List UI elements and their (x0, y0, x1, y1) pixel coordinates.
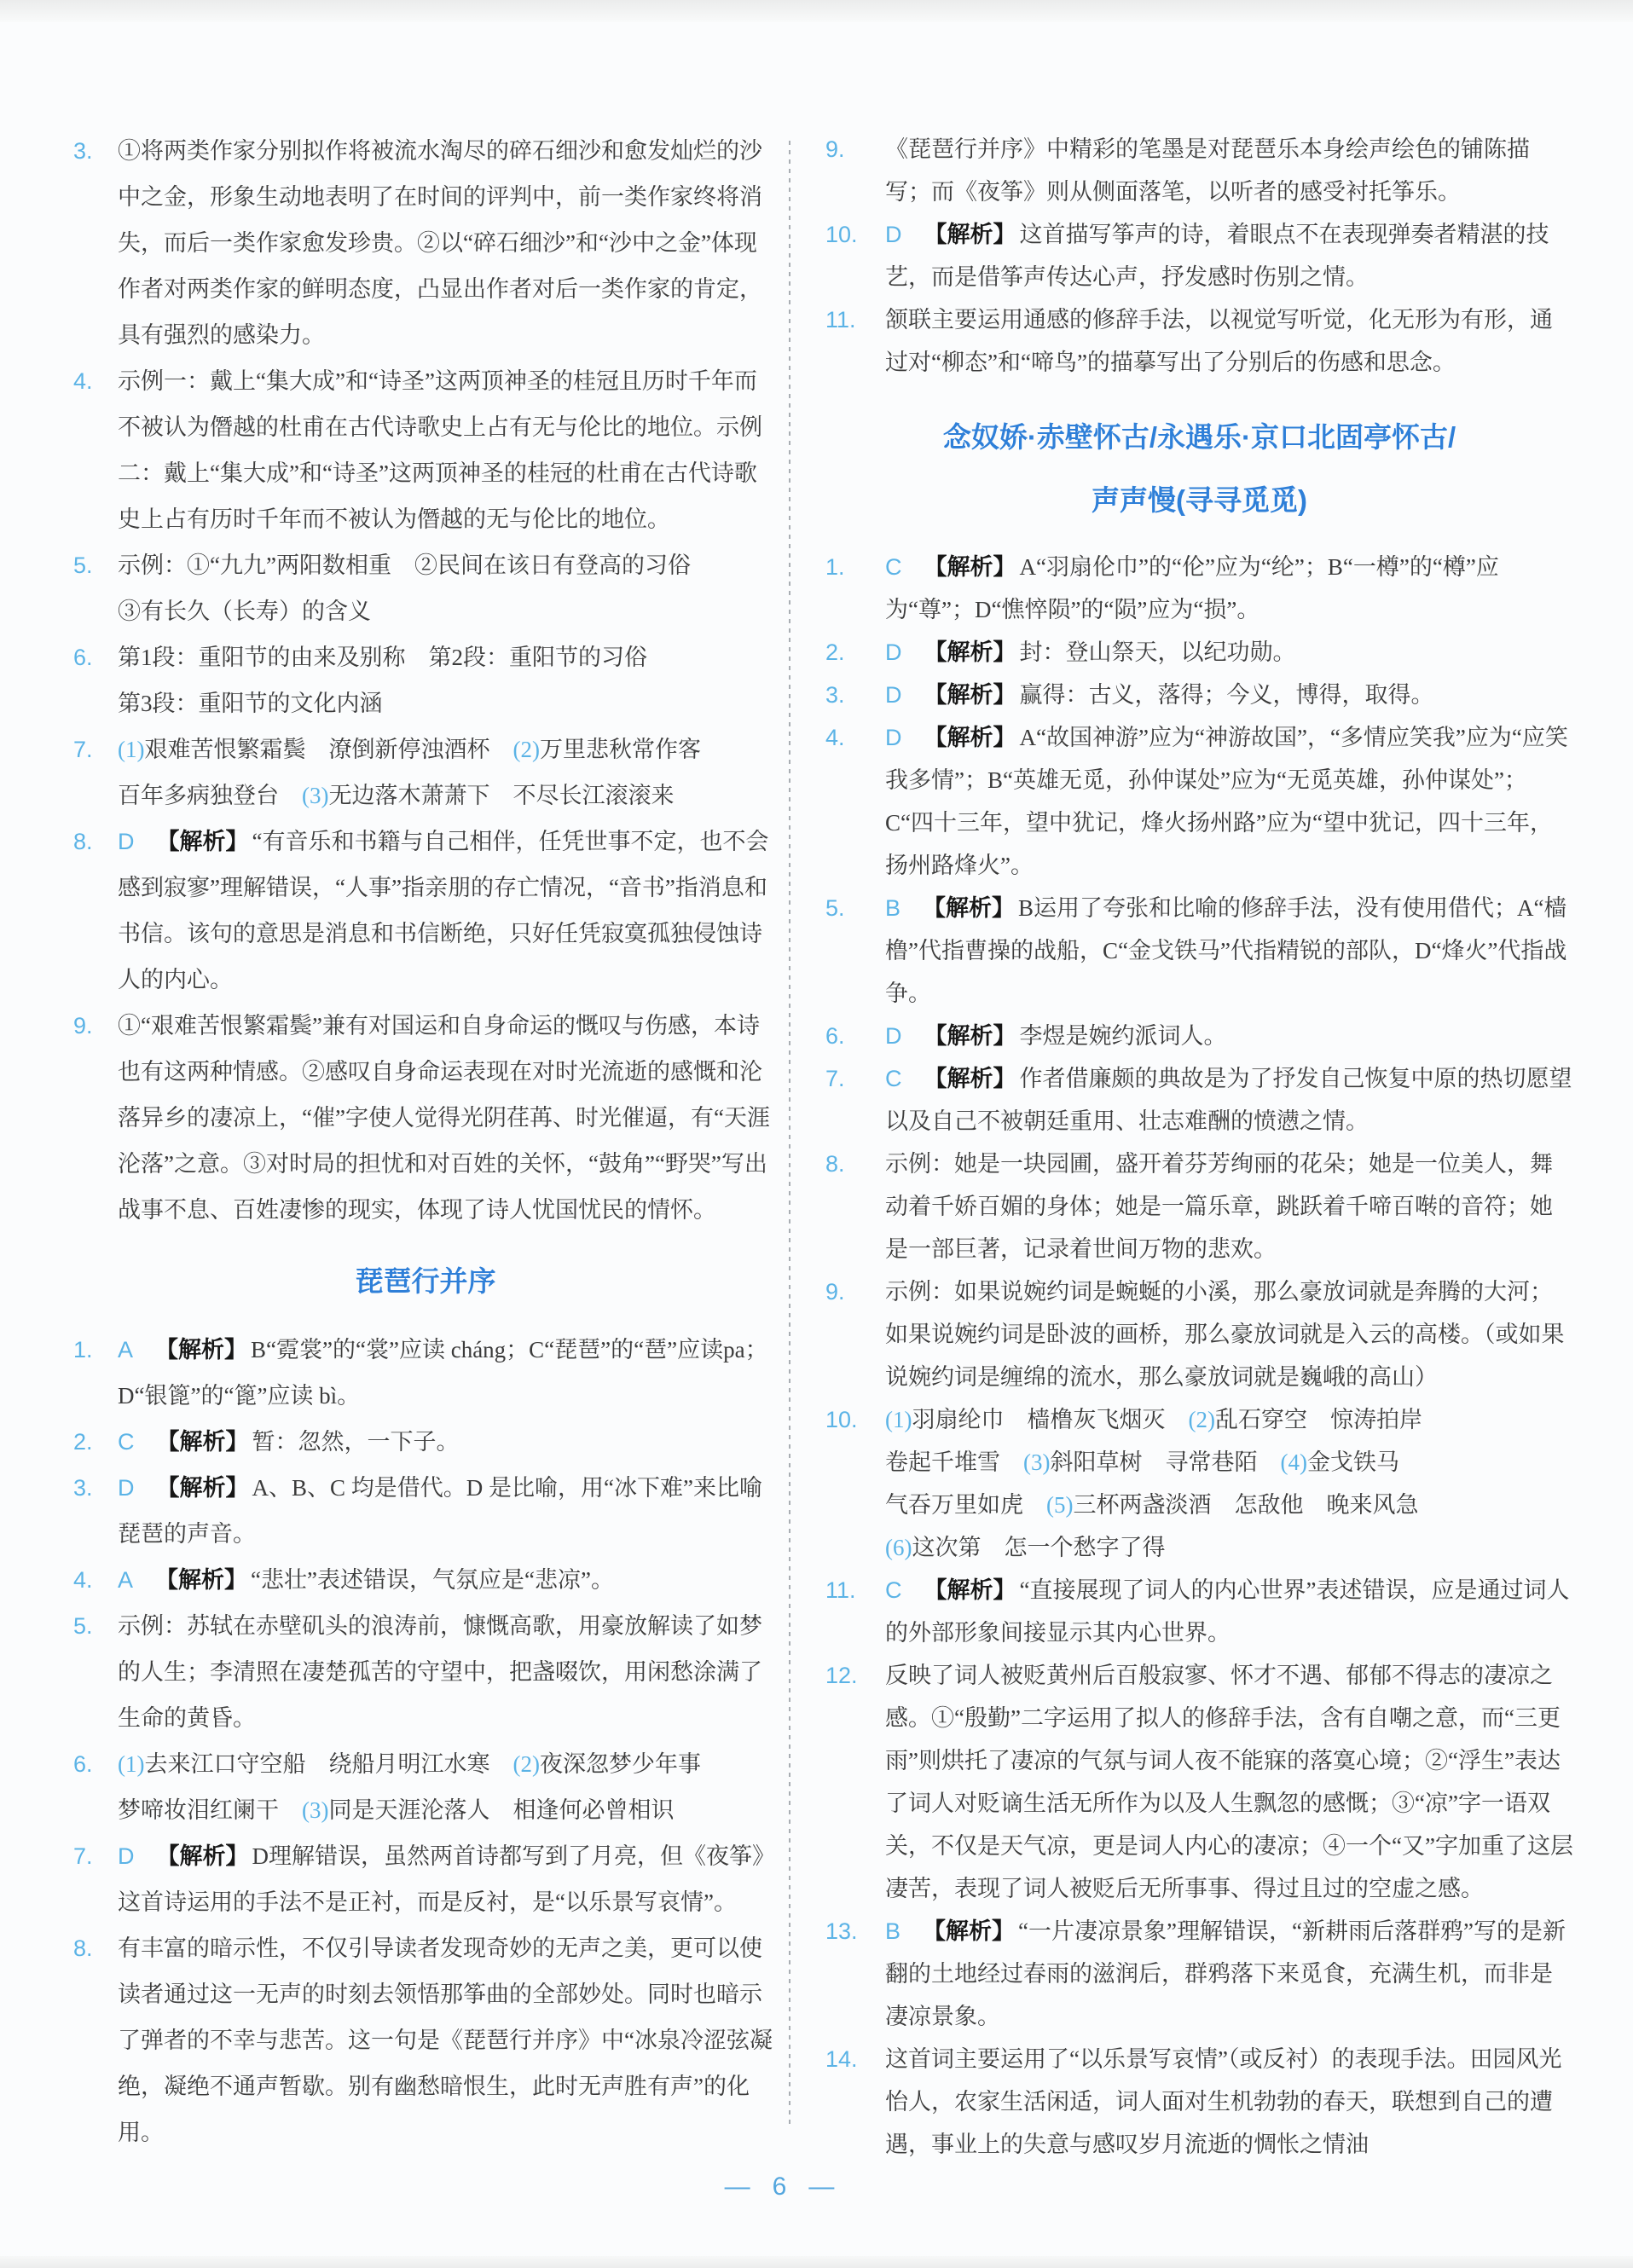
right-column (825, 128, 1573, 2166)
item-number: 5. (825, 895, 845, 921)
answer-item (825, 1143, 1573, 1270)
analysis-label: 【解析】 (923, 1918, 1016, 1944)
answer-letter: A (118, 1337, 134, 1363)
answer-letter: C (885, 554, 902, 580)
item-text: D 【解析】 “有音乐和书籍与自己相伴，任凭世事不定，也不会感到寂寥”理解错误，“人事”指亲朋的存亡情况，“音书”指消息和书信。该句的意思是消息和书信断绝，只好任凭寂寞孤独侵蚀诗人的内心。 (118, 829, 769, 992)
item-text: D 【解析】 A“故国神游”应为“神游故国”，“多情应笑我”应为“应笑我多情”；B“英雄无觅，孙仲谋处”应为“无觅英雄，孙仲谋处”；C“四十三年，望中犹记，烽火扬州路”应为“望中犹记，四十三年，扬州路烽火”。 (885, 725, 1568, 878)
answer-item (73, 1003, 778, 1233)
item-text: 示例：她是一块园圃，盛开着芬芳绚丽的花朵；她是一位美人，舞动着千娇百媚的身体；她是一篇乐章，跳跃着千啼百啭的音符；她是一部巨著，记录着世间万物的悲欢。 (885, 1151, 1553, 1262)
item-text: (1)羽扇纶巾 樯橹灰飞烟灭 (2)乱石穿空 惊涛拍岸 卷起千堆雪 (3)斜阳草树 寻常巷陌 (4)金戈铁马 气吞万里如虎 (5)三杯两盏淡酒 怎敌他 晚来风急 (6)这次第 怎一个愁字了得 (885, 1407, 1422, 1560)
item-number: 1. (825, 554, 845, 580)
answer-item (825, 213, 1573, 298)
answer-letter: D (885, 1023, 902, 1049)
answer-item (73, 1419, 778, 1465)
item-number: 5. (73, 1613, 93, 1639)
analysis-label: 【解析】 (155, 1567, 248, 1593)
analysis-label: 【解析】 (155, 1337, 248, 1363)
item-text: D 【解析】 A、B、C 均是借代。D 是比喻，用“冰下难”来比喻琵琶的声音。 (118, 1475, 762, 1547)
item-text: 示例：如果说婉约词是蜿蜒的小溪，那么豪放词就是奔腾的大河；如果说婉约词是卧波的画桥，那么豪放词就是入云的高楼。（或如果说婉约词是缠绵的流水，那么豪放词就是巍峨的高山） (885, 1279, 1565, 1390)
analysis-label: 【解析】 (156, 829, 249, 854)
answer-item (73, 1557, 778, 1603)
item-number: 4. (73, 1567, 93, 1593)
item-text: C 【解析】 作者借廉颇的典故是为了抒发自己恢复中原的热切愿望以及自己不被朝廷重用、壮志难酬的愤懑之情。 (885, 1066, 1572, 1134)
sub-question-marker: (1) (118, 737, 145, 762)
analysis-label: 【解析】 (156, 1843, 249, 1869)
answer-item (73, 1925, 778, 2155)
sub-question-marker: (3) (1023, 1449, 1051, 1475)
answer-letter: C (118, 1429, 135, 1455)
answer-letter: D (118, 829, 135, 854)
analysis-label: 【解析】 (924, 222, 1016, 247)
analysis-label: 【解析】 (924, 1066, 1016, 1091)
item-text: B 【解析】 B运用了夸张和比喻的修辞手法，没有使用借代；A“樯橹”代指曹操的战船，C“金戈铁马”代指精锐的部队，D“烽火”代指战争。 (885, 895, 1567, 1006)
sub-question-marker: (1) (885, 1407, 912, 1432)
item-text: D 【解析】 赢得：古义，落得；今义，博得，取得。 (885, 682, 1434, 708)
item-number: 7. (825, 1066, 845, 1091)
answer-item (73, 819, 778, 1003)
item-text: 反映了词人被贬黄州后百般寂寥、怀才不遇、郁郁不得志的凄凉之感。①“殷勤”二字运用了拟人的修辞手法，含有自嘲之意，而“三更雨”则烘托了凄凉的气氛与词人夜不能寐的落寞心境；②“浮生”表达了词人对贬谪生活无所作为以及人生飘忽的感慨；③“凉”字一语双关，不仅是天气凉，更是词人内心的凄凉；④一个“又”字加重了这层凄苦，表现了词人被贬后无所事事、得过且过的空虚之感。 (885, 1663, 1573, 1901)
analysis-label: 【解析】 (156, 1475, 249, 1501)
column-divider (789, 141, 790, 2127)
analysis-label: 【解析】 (923, 895, 1016, 921)
item-text: ①将两类作家分别拟作将被流水淘尽的碎石细沙和愈发灿烂的沙中之金，形象生动地表明了在时间的评判中，前一类作家终将消失，而后一类作家愈发珍贵。②以“碎石细沙”和“沙中之金”体现作者对两类作家的鲜明态度，凸显出作者对后一类作家的肯定，具有强烈的感染力。 (118, 138, 762, 348)
answer-item (73, 358, 778, 542)
answer-item (73, 1741, 778, 1833)
item-number: 1. (73, 1337, 93, 1363)
analysis-label: 【解析】 (924, 554, 1016, 580)
item-number: 2. (73, 1429, 93, 1455)
item-text: 示例：①“九九”两阳数相重 ②民间在该日有登高的习俗 ③有长久（长寿）的含义 (118, 553, 691, 624)
item-text: 《琵琶行并序》中精彩的笔墨是对琵琶乐本身绘声绘色的铺陈描写；而《夜筝》则从侧面落笔，以听者的感受衬托筝乐。 (885, 136, 1530, 205)
answer-item (825, 631, 1573, 674)
item-number: 11. (825, 307, 856, 333)
item-text: A 【解析】 B“霓裳”的“裳”应读 cháng；C“琵琶”的“琶”应读pa；D“银篦”的“篦”应读 bì。 (118, 1337, 768, 1409)
item-text: ①“艰难苦恨繁霜鬓”兼有对国运和自身命运的慨叹与伤感，本诗也有这两种情感。②感叹自身命运表现在对时光流逝的感慨和沦落异乡的凄凉上，“催”字使人觉得光阴荏苒、时光催逼，有“天涯沦落”之意。③对时局的担忧和对百姓的关怀，“鼓角”“野哭”写出战事不息、百姓凄惨的现实，体现了诗人忧国忧民的情怀。 (118, 1013, 770, 1223)
left-column (73, 128, 778, 2155)
item-text: (1)去来江口守空船 绕船月明江水寒 (2)夜深忽梦少年事 梦啼妆泪红阑干 (3)同是天涯沦落人 相逢何必曾相识 (118, 1751, 701, 1823)
answer-item (825, 2038, 1573, 2166)
item-text: 有丰富的暗示性，不仅引导读者发现奇妙的无声之美，更可以使读者通过这一无声的时刻去领悟那筝曲的全部妙处。同时也暗示了弹者的不幸与悲苦。这一句是《琵琶行并序》中“冰泉冷涩弦凝绝，凝绝不通声暂歇。别有幽愁暗恨生，此时无声胜有声”的化用。 (118, 1935, 773, 2145)
sub-question-marker: (3) (302, 1797, 329, 1823)
item-text: C 【解析】 A“羽扇伦巾”的“伦”应为“纶”；B“一樽”的“樽”应为“尊”；D“憔悴陨”的“陨”应为“损”。 (885, 554, 1499, 622)
answer-letter: D (118, 1475, 135, 1501)
answer-item (825, 716, 1573, 887)
answer-item (825, 1654, 1573, 1910)
sub-question-marker: (4) (1280, 1449, 1307, 1475)
item-number: 14. (825, 2046, 858, 2072)
section-heading: 念奴娇·赤壁怀古/永遇乐·京口北固亭怀古/ 声声慢(寻寻觅觅) (942, 421, 1456, 516)
item-text: D 【解析】 这首描写筝声的诗，着眼点不在表现弹奏者精湛的技艺，而是借筝声传达心声，抒发感时伤别之情。 (885, 222, 1549, 290)
answer-letter: B (885, 895, 901, 921)
answer-item (825, 298, 1573, 384)
item-number: 5. (73, 553, 93, 578)
item-number: 9. (825, 1279, 845, 1305)
sub-question-marker: (5) (1046, 1492, 1074, 1518)
item-number: 10. (825, 222, 858, 247)
analysis-label: 【解析】 (924, 1577, 1016, 1603)
answer-item (73, 128, 778, 358)
section-heading: 琵琶行并序 (355, 1265, 496, 1297)
answer-item (825, 1910, 1573, 2038)
item-number: 12. (825, 1663, 858, 1688)
sub-question-marker: (2) (512, 1751, 540, 1777)
item-number: 7. (73, 737, 93, 762)
item-number: 13. (825, 1918, 858, 1944)
answer-item (825, 1015, 1573, 1057)
answer-item (825, 546, 1573, 631)
item-text: 示例：苏轼在赤壁矶头的浪涛前，慷慨高歌，用豪放解读了如梦的人生；李清照在凄楚孤苦的守望中，把盏啜饮，用闲愁涂满了生命的黄昏。 (118, 1613, 762, 1731)
item-text: 这首词主要运用了“以乐景写哀情”（或反衬）的表现手法。田园风光怡人，农家生活闲适，词人面对生机勃勃的春天，联想到自己的遭遇，事业上的失意与感叹岁月流逝的惆怅之情油 (885, 2046, 1562, 2157)
sub-question-marker: (2) (512, 737, 540, 762)
analysis-label: 【解析】 (924, 682, 1016, 708)
item-number: 3. (73, 1475, 93, 1501)
analysis-label: 【解析】 (924, 639, 1016, 665)
answer-item (825, 1057, 1573, 1143)
analysis-label: 【解析】 (924, 1023, 1016, 1049)
answer-item (73, 1603, 778, 1741)
answer-item (73, 542, 778, 634)
item-number: 3. (73, 138, 93, 164)
answer-item (825, 1569, 1573, 1654)
item-number: 7. (73, 1843, 93, 1869)
answer-item (73, 726, 778, 819)
page-number-value: 6 (772, 2173, 787, 2201)
answer-item (825, 887, 1573, 1015)
sub-question-marker: (3) (302, 783, 329, 808)
answer-item (825, 1398, 1573, 1569)
answer-letter: A (118, 1567, 134, 1593)
item-text: B 【解析】 “一片凄凉景象”理解错误，“新耕雨后落群鸦”写的是新翻的土地经过春雨的滋润后，群鸦落下来觅食，充满生机，而非是凄凉景象。 (885, 1918, 1566, 2029)
item-text: 示例一：戴上“集大成”和“诗圣”这两顶神圣的桂冠且历时千年而不被认为僭越的杜甫在古代诗歌史上占有无与伦比的地位。示例二：戴上“集大成”和“诗圣”这两顶神圣的桂冠的杜甫在古代诗歌史上占有历时千年而不被认为僭越的无与伦比的地位。 (118, 368, 762, 532)
item-text: D 【解析】 李煜是婉约派词人。 (885, 1023, 1227, 1049)
answer-item (73, 1465, 778, 1557)
item-number: 6. (825, 1023, 845, 1049)
item-number: 3. (825, 682, 845, 708)
answer-letter: D (885, 222, 902, 247)
item-text: A 【解析】 “悲壮”表述错误，气氛应是“悲凉”。 (118, 1567, 614, 1593)
answer-item (825, 1270, 1573, 1398)
item-number: 8. (73, 829, 93, 854)
answer-item (825, 674, 1573, 716)
answer-item (73, 634, 778, 726)
item-text: 颔联主要运用通感的修辞手法，以视觉写听觉，化无形为有形，通过对“柳态”和“啼鸟”的描摹写出了分别后的伤感和思念。 (885, 307, 1553, 375)
answer-letter: D (885, 682, 902, 708)
item-number: 2. (825, 639, 845, 665)
item-text: D 【解析】 封：登山祭天，以纪功勋。 (885, 639, 1296, 665)
page-number-dash-right: — (808, 2173, 835, 2201)
item-text: C 【解析】 “直接展现了词人的内心世界”表述错误，应是通过词人的外部形象间接显示其内心世界。 (885, 1577, 1570, 1646)
analysis-label: 【解析】 (156, 1429, 249, 1455)
item-number: 6. (73, 645, 93, 670)
item-number: 11. (825, 1577, 856, 1603)
item-number: 9. (73, 1013, 93, 1039)
sub-question-marker: (1) (118, 1751, 145, 1777)
answer-letter: D (118, 1843, 135, 1869)
item-text: D 【解析】 D理解错误，虽然两首诗都写到了月亮，但《夜筝》这首诗运用的手法不是正衬，而是反衬，是“以乐景写哀情”。 (118, 1843, 775, 1915)
sub-question-marker: (2) (1188, 1407, 1215, 1432)
answer-letter: D (885, 639, 902, 665)
item-number: 4. (825, 725, 845, 750)
item-number: 9. (825, 136, 845, 162)
page-number-dash-left: — (724, 2173, 750, 2201)
item-number: 8. (825, 1151, 845, 1177)
answer-letter: D (885, 725, 902, 750)
sub-question-marker: (6) (885, 1535, 912, 1560)
item-number: 4. (73, 368, 93, 394)
item-text: C 【解析】 暂：忽然，一下子。 (118, 1429, 460, 1455)
item-number: 10. (825, 1407, 858, 1432)
answer-item (73, 1833, 778, 1925)
answer-letter: B (885, 1918, 901, 1944)
answer-item (73, 1327, 778, 1419)
page-bottom-edge (0, 2256, 1633, 2268)
page-top-edge (0, 0, 1633, 22)
answer-item (825, 128, 1573, 213)
analysis-label: 【解析】 (924, 725, 1016, 750)
answer-letter: C (885, 1066, 902, 1091)
item-number: 6. (73, 1751, 93, 1777)
item-text: 第1段：重阳节的由来及别称 第2段：重阳节的习俗 第3段：重阳节的文化内涵 (118, 645, 647, 716)
item-number: 8. (73, 1935, 93, 1961)
page-number (725, 2173, 835, 2201)
answer-letter: C (885, 1577, 902, 1603)
item-text: (1)艰难苦恨繁霜鬓 潦倒新停浊酒杯 (2)万里悲秋常作客 百年多病独登台 (3)无边落木萧萧下 不尽长江滚滚来 (118, 737, 701, 808)
